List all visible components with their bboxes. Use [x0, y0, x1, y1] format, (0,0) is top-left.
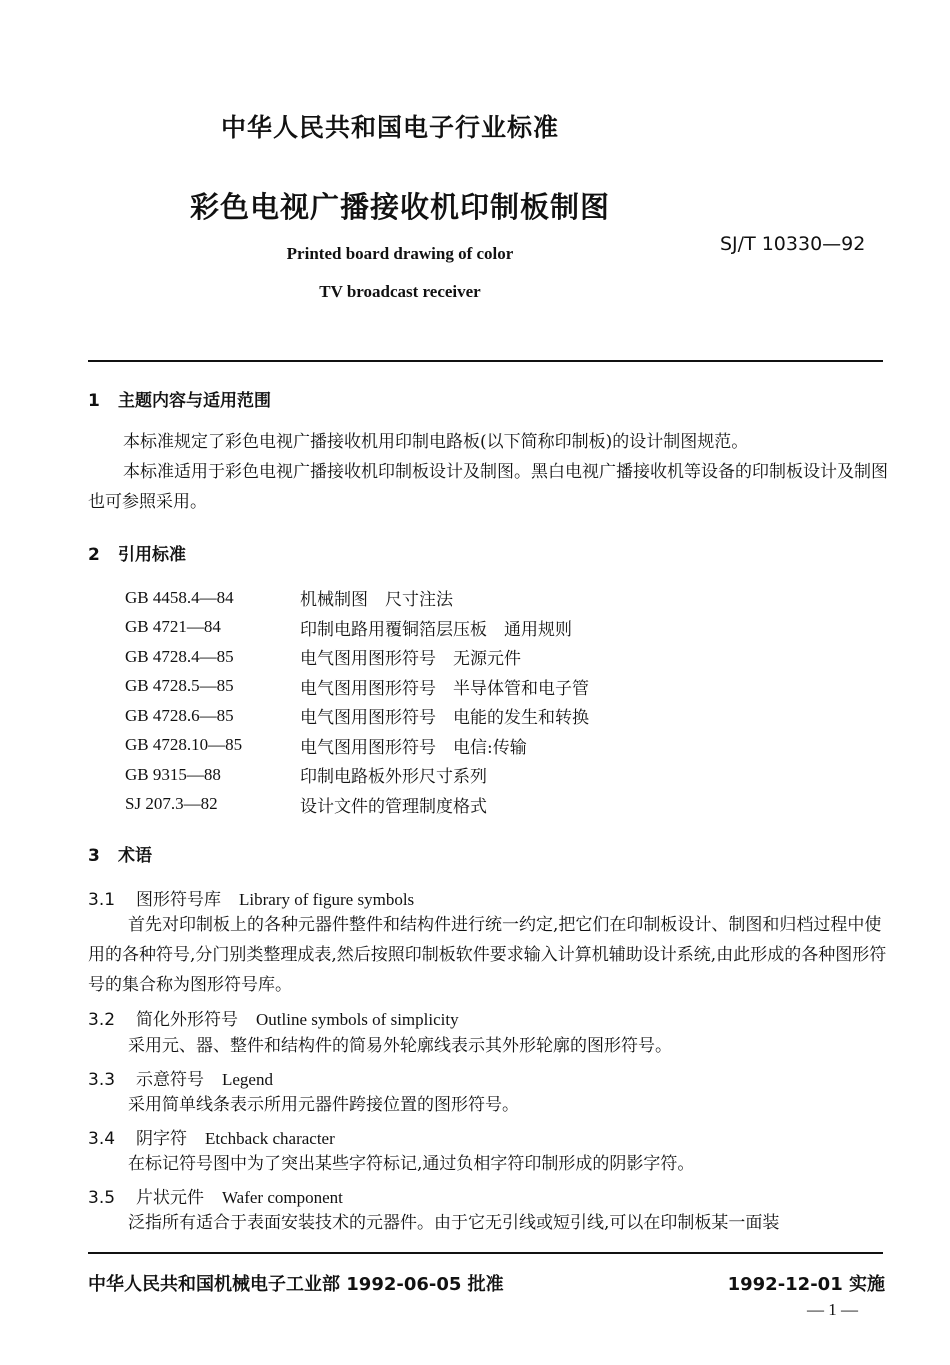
- section-1-heading: [88, 386, 271, 411]
- term-heading: [88, 1065, 273, 1090]
- term-english: Etchback character: [205, 1129, 335, 1148]
- page-number: — 1 —: [807, 1300, 858, 1319]
- section-3-heading: [88, 841, 152, 866]
- term-definition: 首先对印制板上的各种元器件整件和结构件进行统一约定,把它们在印制板设计、制图和归档过程中使用的各种符号,分门别类整理成表,然后按照印制板软件要求输入计算机辅助设计系统,由此形成的各种图形符号的集合称为图形符号库。: [88, 915, 887, 995]
- reference-standards-table: [125, 583, 589, 819]
- standard-title: 彩色电视广播接收机印制板制图: [189, 190, 610, 224]
- reference-title: 电气图用图形符号 无源元件: [300, 649, 521, 670]
- term-chinese: 简化外形符号: [136, 1010, 238, 1030]
- section-2-title: 引用标准: [118, 545, 186, 565]
- term-definition: 采用元、器、整件和结构件的简易外轮廓线表示其外形轮廓的图形符号。: [128, 1036, 672, 1056]
- section-1-title: 主题内容与适用范围: [118, 391, 271, 411]
- reference-row: [125, 583, 589, 613]
- section-1-number: 1: [88, 391, 100, 411]
- reference-title: 电气图用图形符号 电能的发生和转换: [300, 708, 589, 729]
- english-title-line2: TV broadcast receiver: [319, 282, 481, 301]
- term-number: 3.5: [88, 1188, 116, 1208]
- term-chinese: 片状元件: [136, 1188, 204, 1208]
- section-1-paragraph-1: 本标准规定了彩色电视广播接收机用印制电路板(以下简称印制板)的设计制图规范。: [123, 432, 749, 452]
- reference-code: SJ 207.3—82: [125, 794, 218, 814]
- organization-title: 中华人民共和国电子行业标准: [220, 113, 559, 142]
- reference-title: 电气图用图形符号 电信:传输: [300, 737, 527, 758]
- implementation-date: 1992-12-01 实施: [727, 1274, 885, 1295]
- section-3-number: 3: [88, 846, 100, 866]
- reference-code: GB 4728.6—85: [125, 705, 234, 725]
- term-number: 3.4: [88, 1129, 116, 1149]
- section-1-paragraph-2: 本标准适用于彩色电视广播接收机印制板设计及制图。黑白电视广播接收机等设备的印制板设计及制图也可参照采用。: [88, 462, 888, 512]
- term-chinese: 示意符号: [136, 1070, 204, 1090]
- reference-title: 印制电路板外形尺寸系列: [300, 767, 487, 788]
- term-heading: [88, 1005, 459, 1030]
- reference-code: GB 4728.10—85: [125, 735, 243, 755]
- section-3-title: 术语: [118, 846, 152, 866]
- reference-code: GB 4458.4—84: [125, 587, 234, 607]
- term-chinese: 阴字符: [136, 1129, 187, 1149]
- reference-row: [125, 613, 589, 643]
- reference-title: 电气图用图形符号 半导体管和电子管: [300, 678, 589, 699]
- term-heading: [88, 1124, 335, 1149]
- reference-row: [125, 672, 589, 702]
- term-definition: 在标记符号图中为了突出某些字符标记,通过负相字符印制形成的阴影字符。: [128, 1154, 695, 1174]
- approval-note: 中华人民共和国机械电子工业部 1992-06-05 批准: [88, 1274, 504, 1295]
- reference-row: [125, 731, 589, 761]
- term-heading: [88, 1183, 343, 1208]
- term-number: 3.3: [88, 1070, 116, 1090]
- header-divider: [88, 360, 883, 362]
- reference-code: GB 9315—88: [125, 764, 221, 784]
- term-chinese: 图形符号库: [136, 890, 221, 910]
- term-heading: [88, 885, 414, 910]
- reference-title: 机械制图 尺寸注法: [300, 590, 453, 611]
- standard-number: SJ/T 10330—92: [720, 233, 866, 255]
- reference-row: [125, 760, 589, 790]
- reference-title: 设计文件的管理制度格式: [300, 796, 487, 817]
- term-english: Wafer component: [222, 1188, 343, 1207]
- section-2-number: 2: [88, 545, 100, 565]
- reference-row: [125, 701, 589, 731]
- footer-divider: [88, 1252, 883, 1254]
- reference-title: 印制电路用覆铜箔层压板 通用规则: [300, 619, 572, 640]
- term-number: 3.2: [88, 1010, 116, 1030]
- term-definition: 采用简单线条表示所用元器件跨接位置的图形符号。: [128, 1095, 519, 1115]
- term-number: 3.1: [88, 890, 116, 910]
- reference-row: [125, 642, 589, 672]
- reference-code: GB 4728.5—85: [125, 676, 234, 696]
- term-english: Outline symbols of simplicity: [256, 1010, 459, 1029]
- term-english: Legend: [222, 1070, 273, 1089]
- english-title-line1: Printed board drawing of color: [286, 244, 514, 263]
- section-2-heading: [88, 540, 186, 565]
- term-definition: 泛指所有适合于表面安装技术的元器件。由于它无引线或短引线,可以在印制板某一面装: [128, 1213, 780, 1233]
- term-english: Library of figure symbols: [239, 890, 415, 909]
- reference-row: [125, 790, 589, 820]
- reference-code: GB 4728.4—85: [125, 646, 234, 666]
- reference-code: GB 4721—84: [125, 617, 221, 637]
